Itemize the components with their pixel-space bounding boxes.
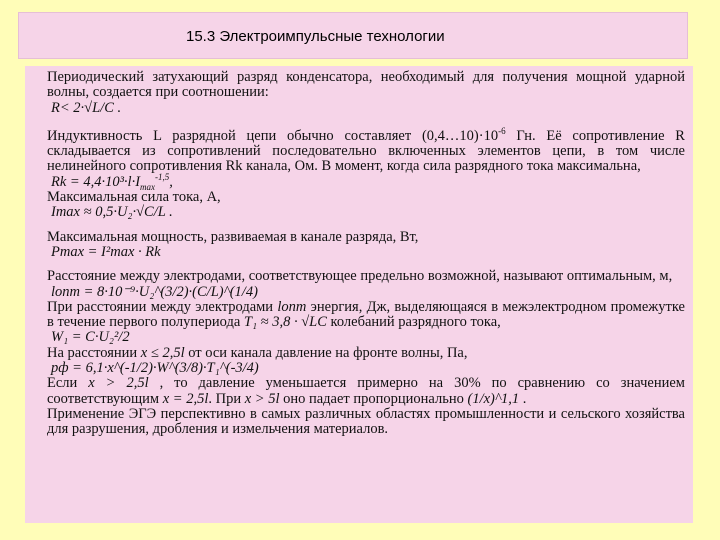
paragraph-optimal-distance: Расстояние между электродами, соответствующее предельно возможной, называют оптимальным, м, — [47, 268, 673, 285]
paragraph-pressure-decay: Если x > 2,5l , то давление уменьшается примерно на 30% по сравнению со значением соответствующим x = 2,5l. При x > 5l оно падает пропорционально (1/x)^1,1 . — [47, 375, 685, 407]
content-body — [33, 70, 685, 438]
inductance-text-cont: Гн. Её сопротивление R складывается из сопротивлений последовательно включенных элементов цепи, в том числе нелинейного сопротивления Rk канала, Ом. В момент, когда сила разрядного тока максимальна, — [47, 127, 685, 175]
slide-header — [18, 12, 688, 59]
formula-channel-resistance: $Rk = 4,4\cdot 10^3\cdot l\cdot I_{max}^{-1,5}$, — [51, 171, 173, 192]
formula-max-power: Pmax = I²max · Rk — [51, 243, 161, 260]
inductance-exponent: -6 — [498, 126, 506, 137]
paragraph-applications: Применение ЭГЭ перспективно в самых различных областях промышленности и сельского хозяйства для разрушения, дробления и измельчения материалов. — [47, 405, 685, 438]
formula-max-current: Imax ≈ 0,5·U₂·√C/L . — [51, 204, 173, 221]
paragraph-max-current: Максимальная сила тока, А, — [47, 189, 221, 206]
paragraph-discharge-condition: Периодический затухающий разряд конденсатора, необходимый для получения мощной ударной волны, создается при соотношении: — [47, 69, 685, 101]
paragraph-pressure: На расстоянии x ≤ 2,5l от оси канала давление на фронте волны, Па, — [47, 344, 468, 361]
paragraph-energy: При расстоянии между электродами lопт энергия, Дж, выделяющаяся в межэлектродном промежутке в течение первого полупериода T₁ ≈ 3,8 · √LC колебаний разрядного тока, — [47, 298, 685, 331]
formula-energy: W₁ = C·U₂²/2 — [51, 329, 130, 346]
slide-title: 15.3 Электроимпульсные технологии — [186, 28, 445, 45]
paragraph-inductance — [33, 126, 685, 175]
content-panel — [25, 66, 693, 523]
formula-optimal-distance: lопт = 8·10⁻⁹·U₂^(3/2)·(C/L)^(1/4) — [51, 283, 258, 300]
formula-pressure: pф = 6,1·x^(-1/2)·W^(3/8)·T₁^(-3/4) — [51, 360, 259, 377]
inductance-text: Индуктивность L разрядной цепи обычно составляет (0,4…10)·10 — [47, 127, 499, 144]
formula-resistance-condition: R< 2·√L/C . — [51, 99, 122, 116]
paragraph-max-power: Максимальная мощность, развиваемая в канале разряда, Вт, — [47, 228, 419, 245]
